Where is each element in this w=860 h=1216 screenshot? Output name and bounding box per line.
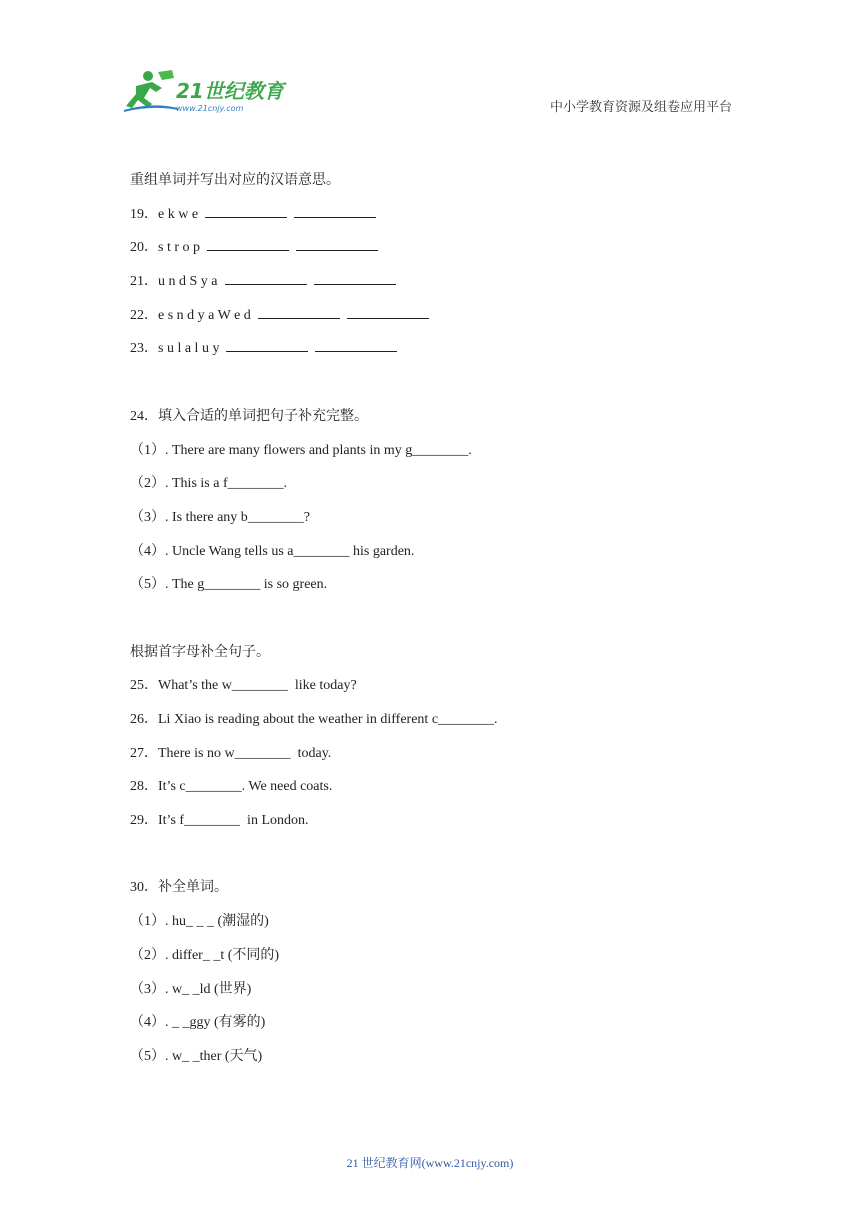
question-item	[130, 574, 730, 608]
answer-blank[interactable]	[294, 205, 376, 218]
question-number: （5）	[130, 1048, 165, 1064]
question-item	[130, 473, 730, 507]
question-text: . The g________ is so green.	[165, 577, 328, 593]
answer-blank[interactable]	[314, 272, 396, 285]
logo-url: www.21cnjy.com	[176, 104, 244, 113]
question-item	[130, 237, 730, 271]
question-item	[130, 709, 730, 743]
answer-blank[interactable]	[258, 306, 340, 319]
question-number: 19．	[130, 206, 158, 222]
question-text: . differ_ _t (不同的)	[165, 947, 280, 963]
question-number: （4）	[130, 1015, 165, 1031]
section-spacer	[130, 844, 730, 878]
answer-blank[interactable]	[205, 205, 287, 218]
question-item	[130, 743, 730, 777]
question-number: （1）	[130, 914, 165, 930]
question-number: 21．	[130, 274, 158, 290]
answer-blank[interactable]	[315, 339, 397, 352]
section-title: 根据首字母补全句子。	[130, 644, 270, 660]
question-number: 20．	[130, 240, 158, 256]
question-number: 26．	[130, 712, 158, 727]
runner-logo-icon	[122, 68, 292, 116]
question-number: 28．	[130, 779, 158, 795]
question-item	[130, 1046, 730, 1080]
answer-blank[interactable]	[226, 339, 308, 352]
question-item	[130, 204, 730, 238]
question-item	[130, 338, 730, 372]
platform-tagline: 中小学教育资源及组卷应用平台	[549, 99, 732, 114]
question-item	[130, 675, 730, 709]
question-text: s t r o p	[158, 240, 200, 256]
question-item	[130, 305, 730, 339]
question-number: 22．	[130, 307, 158, 323]
question-number: （5）	[130, 577, 165, 593]
question-item	[130, 810, 730, 844]
question-item	[130, 541, 730, 575]
page-header	[0, 0, 860, 130]
question-item	[130, 507, 730, 541]
worksheet-body	[130, 170, 730, 1080]
question-number: 23．	[130, 341, 158, 357]
question-item	[130, 271, 730, 305]
section-title: 30．补全单词。	[130, 880, 228, 896]
question-text: . w_ _ld (世界)	[165, 981, 252, 997]
question-text: . w_ _ther (天气)	[165, 1048, 263, 1064]
section-spacer	[130, 608, 730, 642]
question-number: （4）	[130, 543, 165, 559]
question-item	[130, 1012, 730, 1046]
question-item	[130, 776, 730, 810]
question-text: u n d S y a	[158, 274, 218, 290]
question-number: 25．	[130, 678, 158, 694]
question-number: 29．	[130, 813, 158, 829]
question-item	[130, 440, 730, 474]
question-number: （1）	[130, 442, 165, 458]
question-text: . Uncle Wang tells us a________ his garden.	[165, 543, 415, 559]
question-text: It’s f________ in London.	[158, 813, 309, 829]
question-item	[130, 979, 730, 1013]
question-text: What’s the w________ like today?	[158, 678, 357, 694]
question-text: There is no w________ today.	[158, 745, 332, 761]
question-text: It’s c________. We need coats.	[158, 779, 333, 795]
answer-blank[interactable]	[296, 238, 378, 251]
section-spacer	[130, 372, 730, 406]
answer-blank[interactable]	[225, 272, 307, 285]
logo-wordmark: 21世纪教育	[176, 79, 284, 103]
site-logo	[122, 68, 292, 116]
question-number: （2）	[130, 476, 165, 492]
question-text: . There are many flowers and plants in my g________.	[165, 442, 472, 458]
question-text: e s n d y a W e d	[158, 307, 251, 323]
question-number: （2）	[130, 947, 165, 963]
section-title: 24．填入合适的单词把句子补充完整。	[130, 408, 368, 424]
question-item	[130, 911, 730, 945]
question-text: e k w e	[158, 206, 199, 222]
question-text: s u l a l u y	[158, 341, 220, 357]
question-item	[130, 945, 730, 979]
question-text: Li Xiao is reading about the weather in different c________.	[158, 712, 498, 727]
answer-blank[interactable]	[207, 238, 289, 251]
question-number: （3）	[130, 981, 165, 997]
question-text: . Is there any b________?	[165, 509, 311, 525]
question-text: . This is a f________.	[165, 476, 288, 492]
answer-blank[interactable]	[347, 306, 429, 319]
section-title: 重组单词并写出对应的汉语意思。	[130, 173, 340, 188]
question-number: 27．	[130, 745, 158, 761]
question-text: . _ _ggy (有雾的)	[165, 1015, 266, 1031]
question-number: （3）	[130, 509, 165, 525]
page-footer[interactable]: 21 世纪教育网(www.21cnjy.com)	[346, 1156, 514, 1170]
question-text: . hu_ _ _ (潮湿的)	[165, 914, 269, 930]
